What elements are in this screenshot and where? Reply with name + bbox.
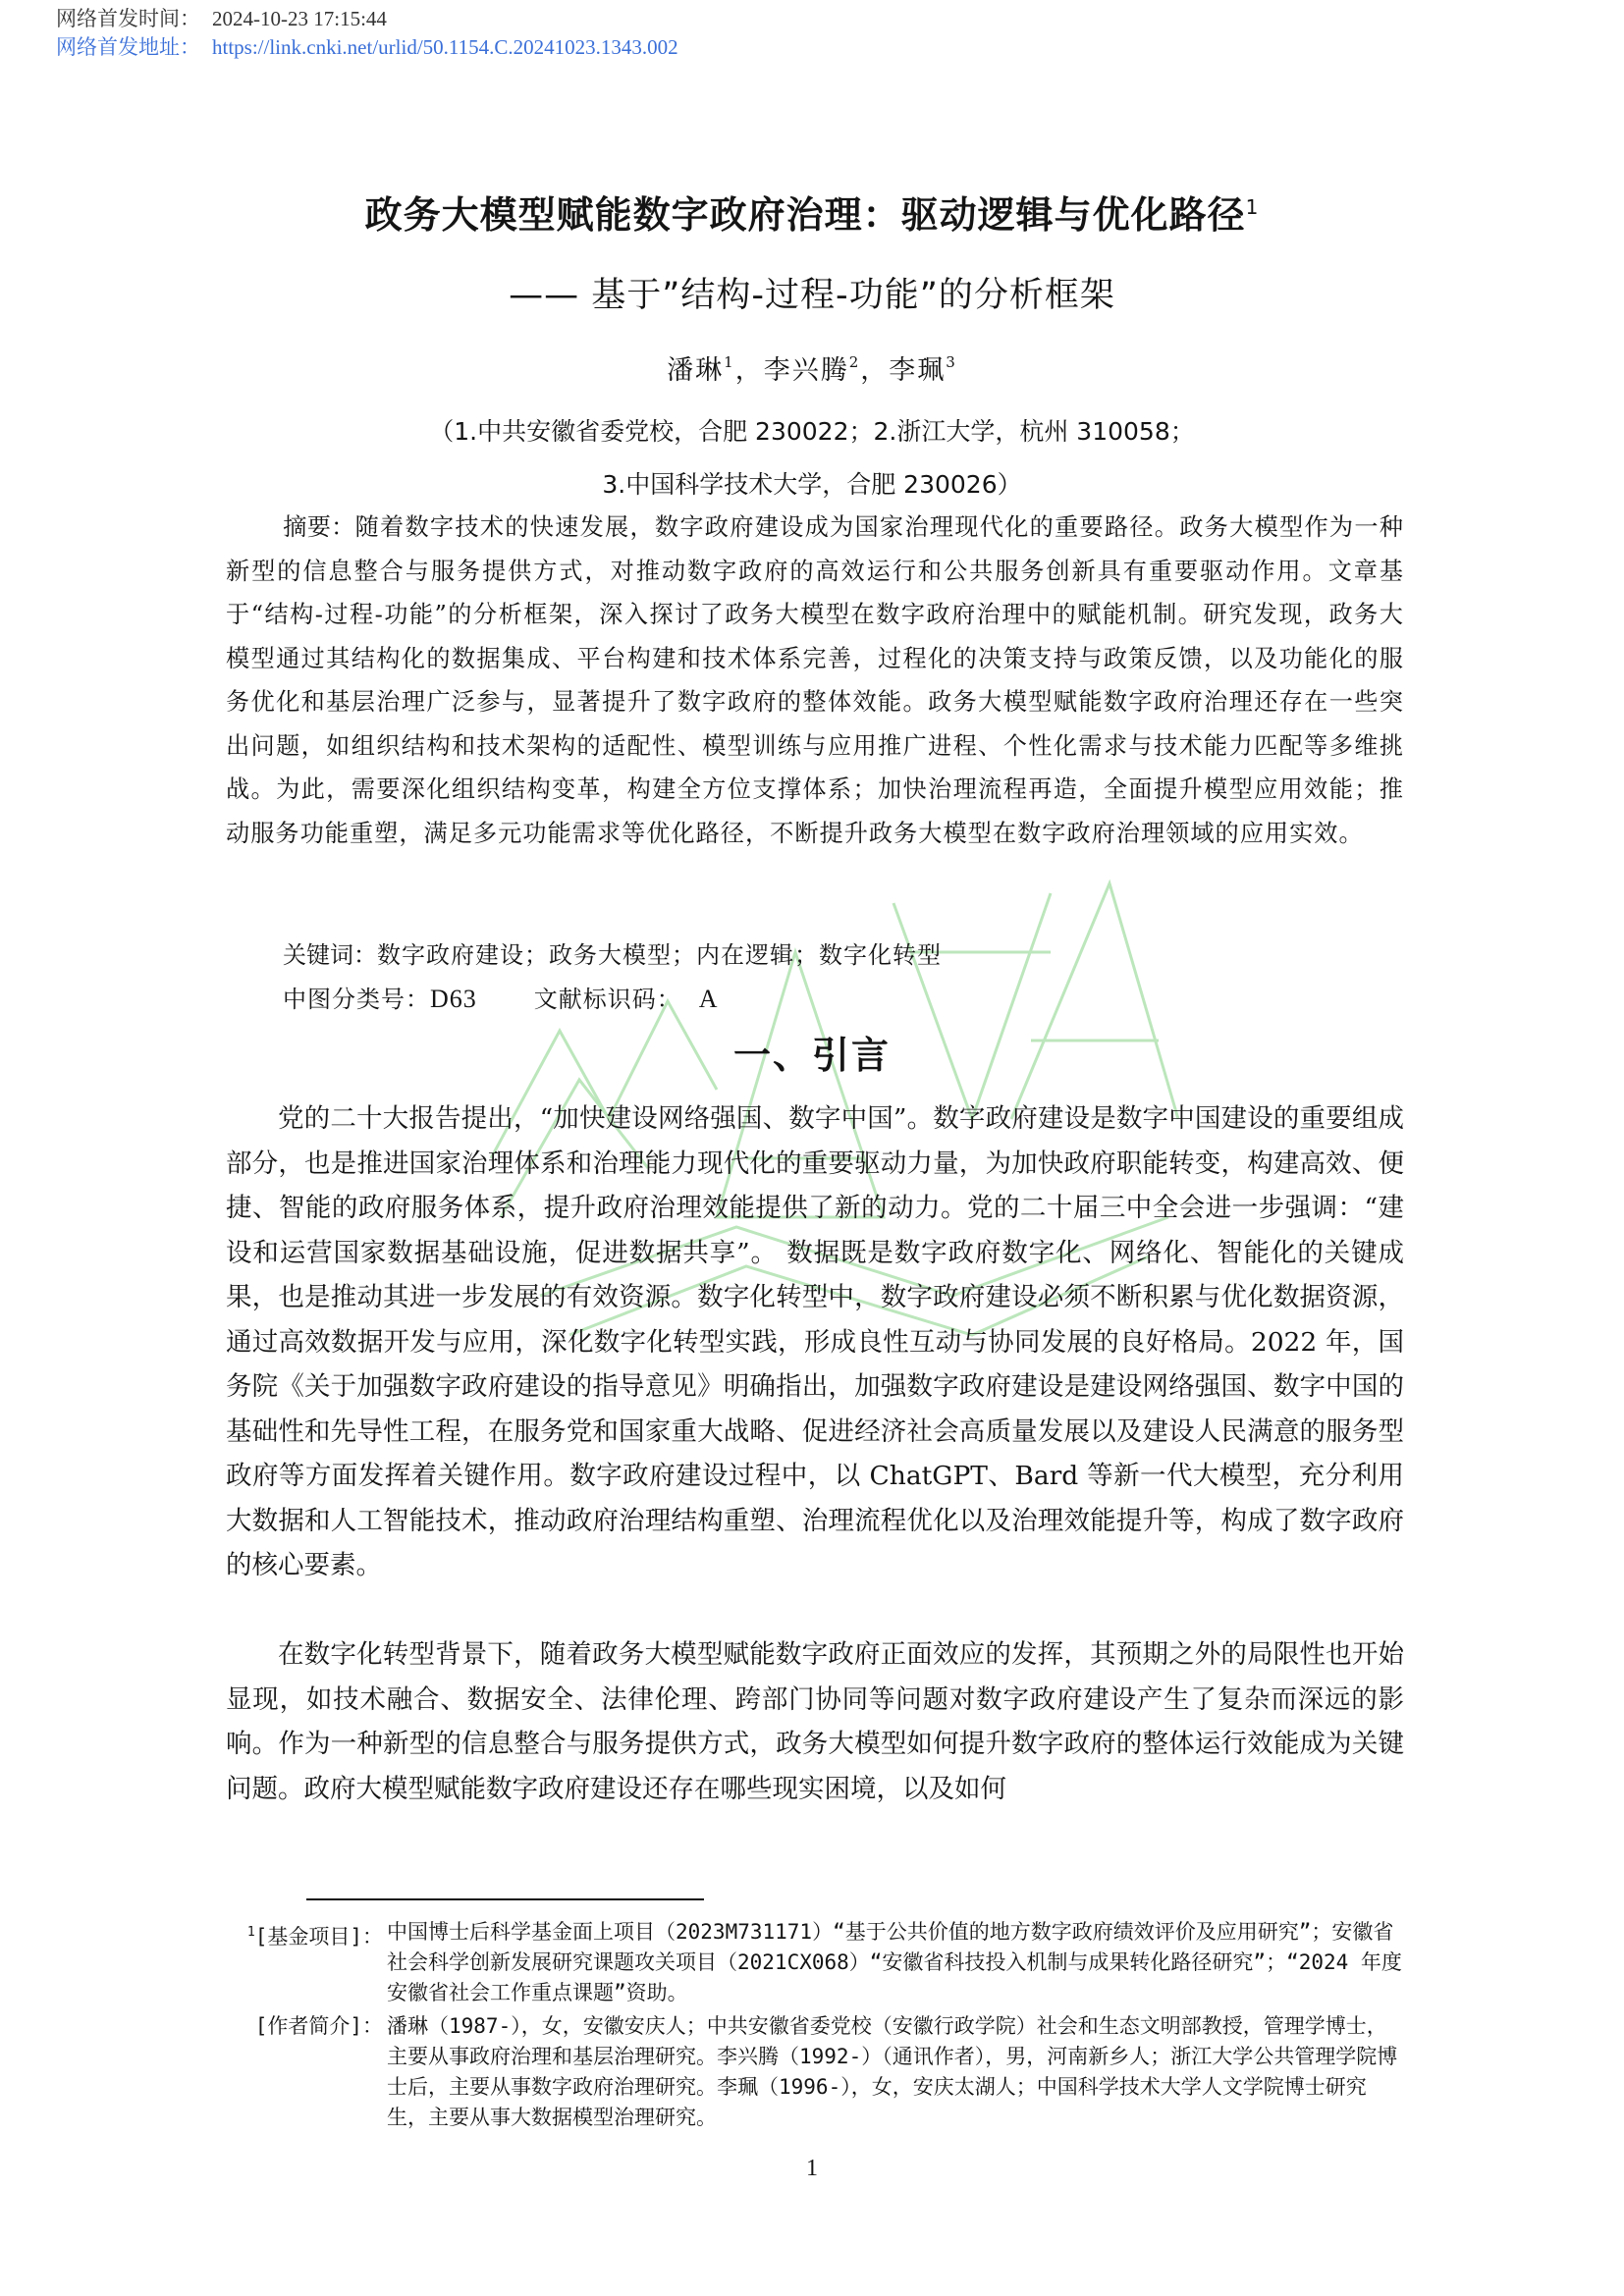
classification	[283, 980, 719, 1014]
footnote-fund	[226, 1917, 1404, 2008]
doc-code-label: 文献标识码：	[533, 986, 681, 1013]
author-separator: ，	[734, 355, 764, 386]
title-footnote-mark: 1	[1245, 195, 1260, 219]
paragraph-text: 党的二十大报告提出，“加快建设网络强国、数字中国”。数字政府建设是数字中国建设的重要组成部分，也是推进国家治理体系和治理能力现代化的重要驱动力量，为加快政府职能转变，构建高效、便捷、智能的政府服务体系，提升政府治理效能提供了新的动力。党的二十届三中全会进一步强调：“建设和运营国家数据基础设施，促进数据共享”。 数据既是数字政府数字化、网络化、智能化的关键成果，也是推动其进一步发展的有效资源。数字化转型中，数字政府建设必须不断积累与优化数据资源，通过高效数据开发与应用，深化数字化转型实践，形成良性互动与协同发展的良好格局。2022 年，国务院《关于加强数字政府建设的指导意见》明确指出，加强数字政府建设是建设网络强国、数字中国的基础性和先导性工程，在服务党和国家重大战略、促进经济社会高质量发展以及建设人民满意的服务型政府等方面发挥着关键作用。数字政府建设过程中，以 ChatGPT、Bard 等新一代大模型，充分利用大数据和人工智能技术，推动政府治理结构重塑、治理流程优化以及治理效能提升等，构成了数字政府的核心要素。	[226, 1103, 1404, 1580]
affiliation-line-1: （1.中共安徽省委党校，合肥 230022；2.浙江大学，杭州 310058；	[429, 417, 1195, 446]
publication-link[interactable]	[56, 32, 678, 62]
footnote-authors	[226, 2011, 1404, 2133]
abstract-text: 随着数字技术的快速发展，数字政府建设成为国家治理现代化的重要路径。政务大模型作为一种新型的信息整合与服务提供方式，对推动数字政府的高效运行和公共服务创新具有重要驱动作用。文章基于“结构-过程-功能”的分析框架，深入探讨了政务大模型在数字政府治理中的赋能机制。研究发现，政务大模型通过其结构化的数据集成、平台构建和技术体系完善，过程化的决策支持与政策反馈，以及功能化的服务优化和基层治理广泛参与，显著提升了数字政府的整体效能。政务大模型赋能数字政府治理还存在一些突出问题，如组织结构和技术架构的适配性、模型训练与应用推广进程、个性化需求与技术能力匹配等多维挑战。为此，需要深化组织结构变革，构建全方位支撑体系；加快治理流程再造，全面提升模型应用效能；推动服务功能重塑，满足多元功能需求等优化路径，不断提升政务大模型在数字政府治理领域的应用实效。	[226, 513, 1404, 847]
page-number: 1	[806, 2156, 818, 2181]
keywords-label: 关键词：	[283, 941, 377, 969]
keywords	[283, 935, 942, 970]
paper-title-text: 政务大模型赋能数字政府治理：驱动逻辑与优化路径	[364, 193, 1246, 237]
author-affiliation-mark: 2	[848, 353, 861, 371]
clc-label: 中图分类号：	[283, 986, 430, 1013]
section-heading: 一、引言	[732, 1034, 891, 1077]
body-paragraph-2	[226, 1632, 1404, 1811]
paper-title	[0, 185, 1624, 239]
author-separator: ，	[860, 355, 890, 386]
abstract-label: 摘要：	[283, 513, 355, 541]
publication-link-url[interactable]: https://link.cnki.net/urlid/50.1154.C.20241023.1343.002	[212, 35, 678, 59]
author-name: 李兴腾	[763, 355, 849, 386]
publication-link-label: 网络首发地址：	[56, 35, 200, 59]
abstract	[226, 506, 1404, 855]
author-affiliation-mark: 1	[724, 353, 735, 371]
author-name: 潘琳	[667, 355, 725, 386]
footnote-fund-text: 中国博士后科学基金面上项目（2023M731171）“基于公共价值的地方数字政府绩效评价及应用研究”；安徽省社会科学创新发展研究课题攻关项目（2021CX068）“安徽省科技投入机制与成果转化路径研究”；“2024 年度安徽省社会工作重点课题”资助。	[387, 1920, 1402, 2004]
body-paragraph-1	[226, 1096, 1404, 1588]
clc-value: D63	[430, 985, 477, 1013]
paper-subtitle: —— 基于”结构-过程-功能”的分析框架	[509, 276, 1115, 315]
publication-time-value: 2024-10-23 17:15:44	[212, 7, 387, 30]
keywords-text: 数字政府建设；政务大模型；内在逻辑；数字化转型	[377, 941, 942, 969]
publication-time-label: 网络首发时间：	[56, 7, 200, 30]
footnote-divider	[306, 1898, 704, 1900]
footnote-fund-label: [基金项目]：	[254, 1925, 383, 1949]
paragraph-text: 在数字化转型背景下，随着政务大模型赋能数字政府正面效应的发挥，其预期之外的局限性也开始显现，如技术融合、数据安全、法律伦理、跨部门协同等问题对数字政府建设产生了复杂而深远的影响。作为一种新型的信息整合与服务提供方式，政务大模型如何提升数字政府的整体运行效能成为关键问题。政府大模型赋能数字政府建设还存在哪些现实困境，以及如何	[226, 1639, 1404, 1804]
doc-code-value: A	[698, 985, 719, 1013]
footnote-author-text: 潘琳（1987-），女，安徽安庆人；中共安徽省委党校（安徽行政学院）社会和生态文明部教授，管理学博士，主要从事政府治理和基层治理研究。李兴腾（1992-）（通讯作者），男，河南新乡人；浙江大学公共管理学院博士后，主要从事数字政府治理研究。李珮（1996-），女，安庆太湖人；中国科学技术大学人文学院博士研究生，主要从事大数据模型治理研究。	[387, 2014, 1398, 2129]
affiliation-line-2: 3.中国科学技术大学，合肥 230026）	[602, 470, 1022, 499]
author-list	[0, 348, 1624, 387]
footnote-mark: 1	[246, 1925, 255, 1940]
author-name: 李珮	[889, 355, 947, 386]
author-affiliation-mark: 3	[946, 353, 957, 371]
publication-time	[56, 4, 387, 33]
footnote-author-label: [作者简介]：	[254, 2014, 383, 2038]
